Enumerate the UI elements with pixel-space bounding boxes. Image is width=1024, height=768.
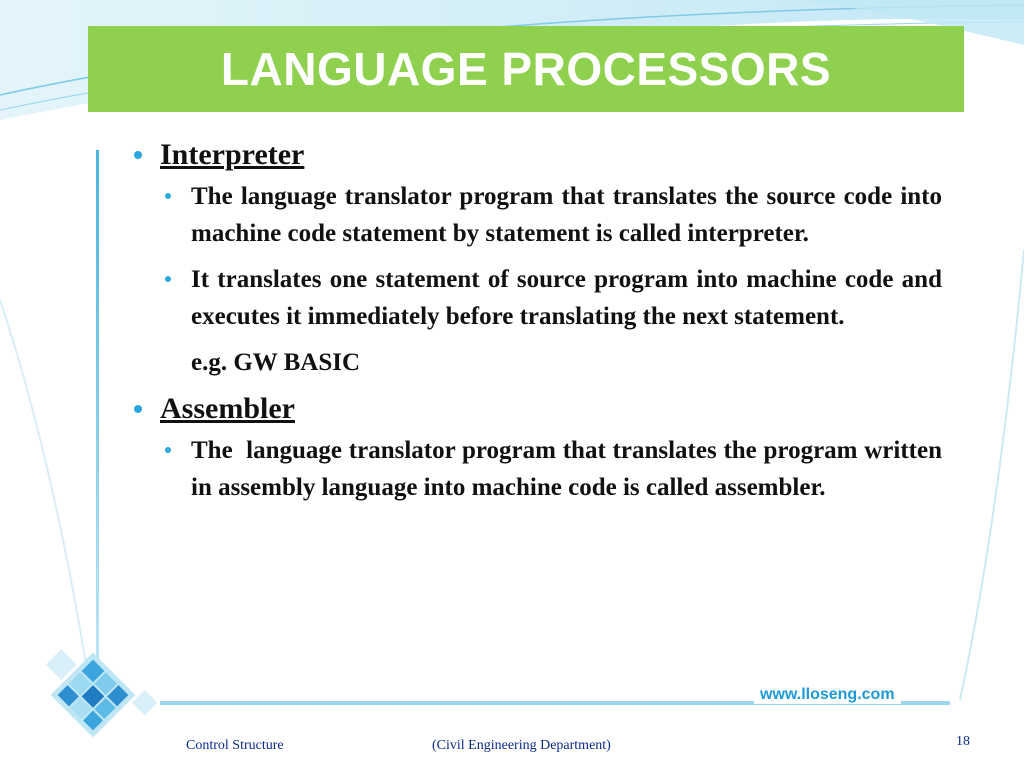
footer-left-text: Control Structure (186, 738, 284, 753)
heading-interpreter: Interpreter (160, 138, 305, 171)
sub-bullet: The language translator program that translates the source code into machine code statement by statement is called interpreter. (130, 178, 942, 252)
footer-center-text: (Civil Engineering Department) (432, 738, 611, 753)
slide-title: LANGUAGE PROCESSORS (220, 43, 832, 95)
bullet-assembler (130, 390, 942, 428)
slide-content (130, 136, 949, 515)
title-bar (88, 26, 964, 112)
left-accent-line (96, 150, 99, 670)
heading-assembler: Assembler (160, 392, 295, 425)
mosaic-decoration (18, 625, 168, 765)
website-url: www.lloseng.com (754, 686, 901, 704)
example-line: e.g. GW BASIC (191, 349, 361, 376)
page-number: 18 (956, 734, 970, 749)
sub-bullet: It translates one statement of source program into machine code and executes it immediately before translating the next statement. (130, 261, 942, 335)
bullet-interpreter (130, 136, 942, 174)
sub-bullet: The language translator program that translates the program written in assembly language into machine code is called assembler. (130, 432, 942, 506)
